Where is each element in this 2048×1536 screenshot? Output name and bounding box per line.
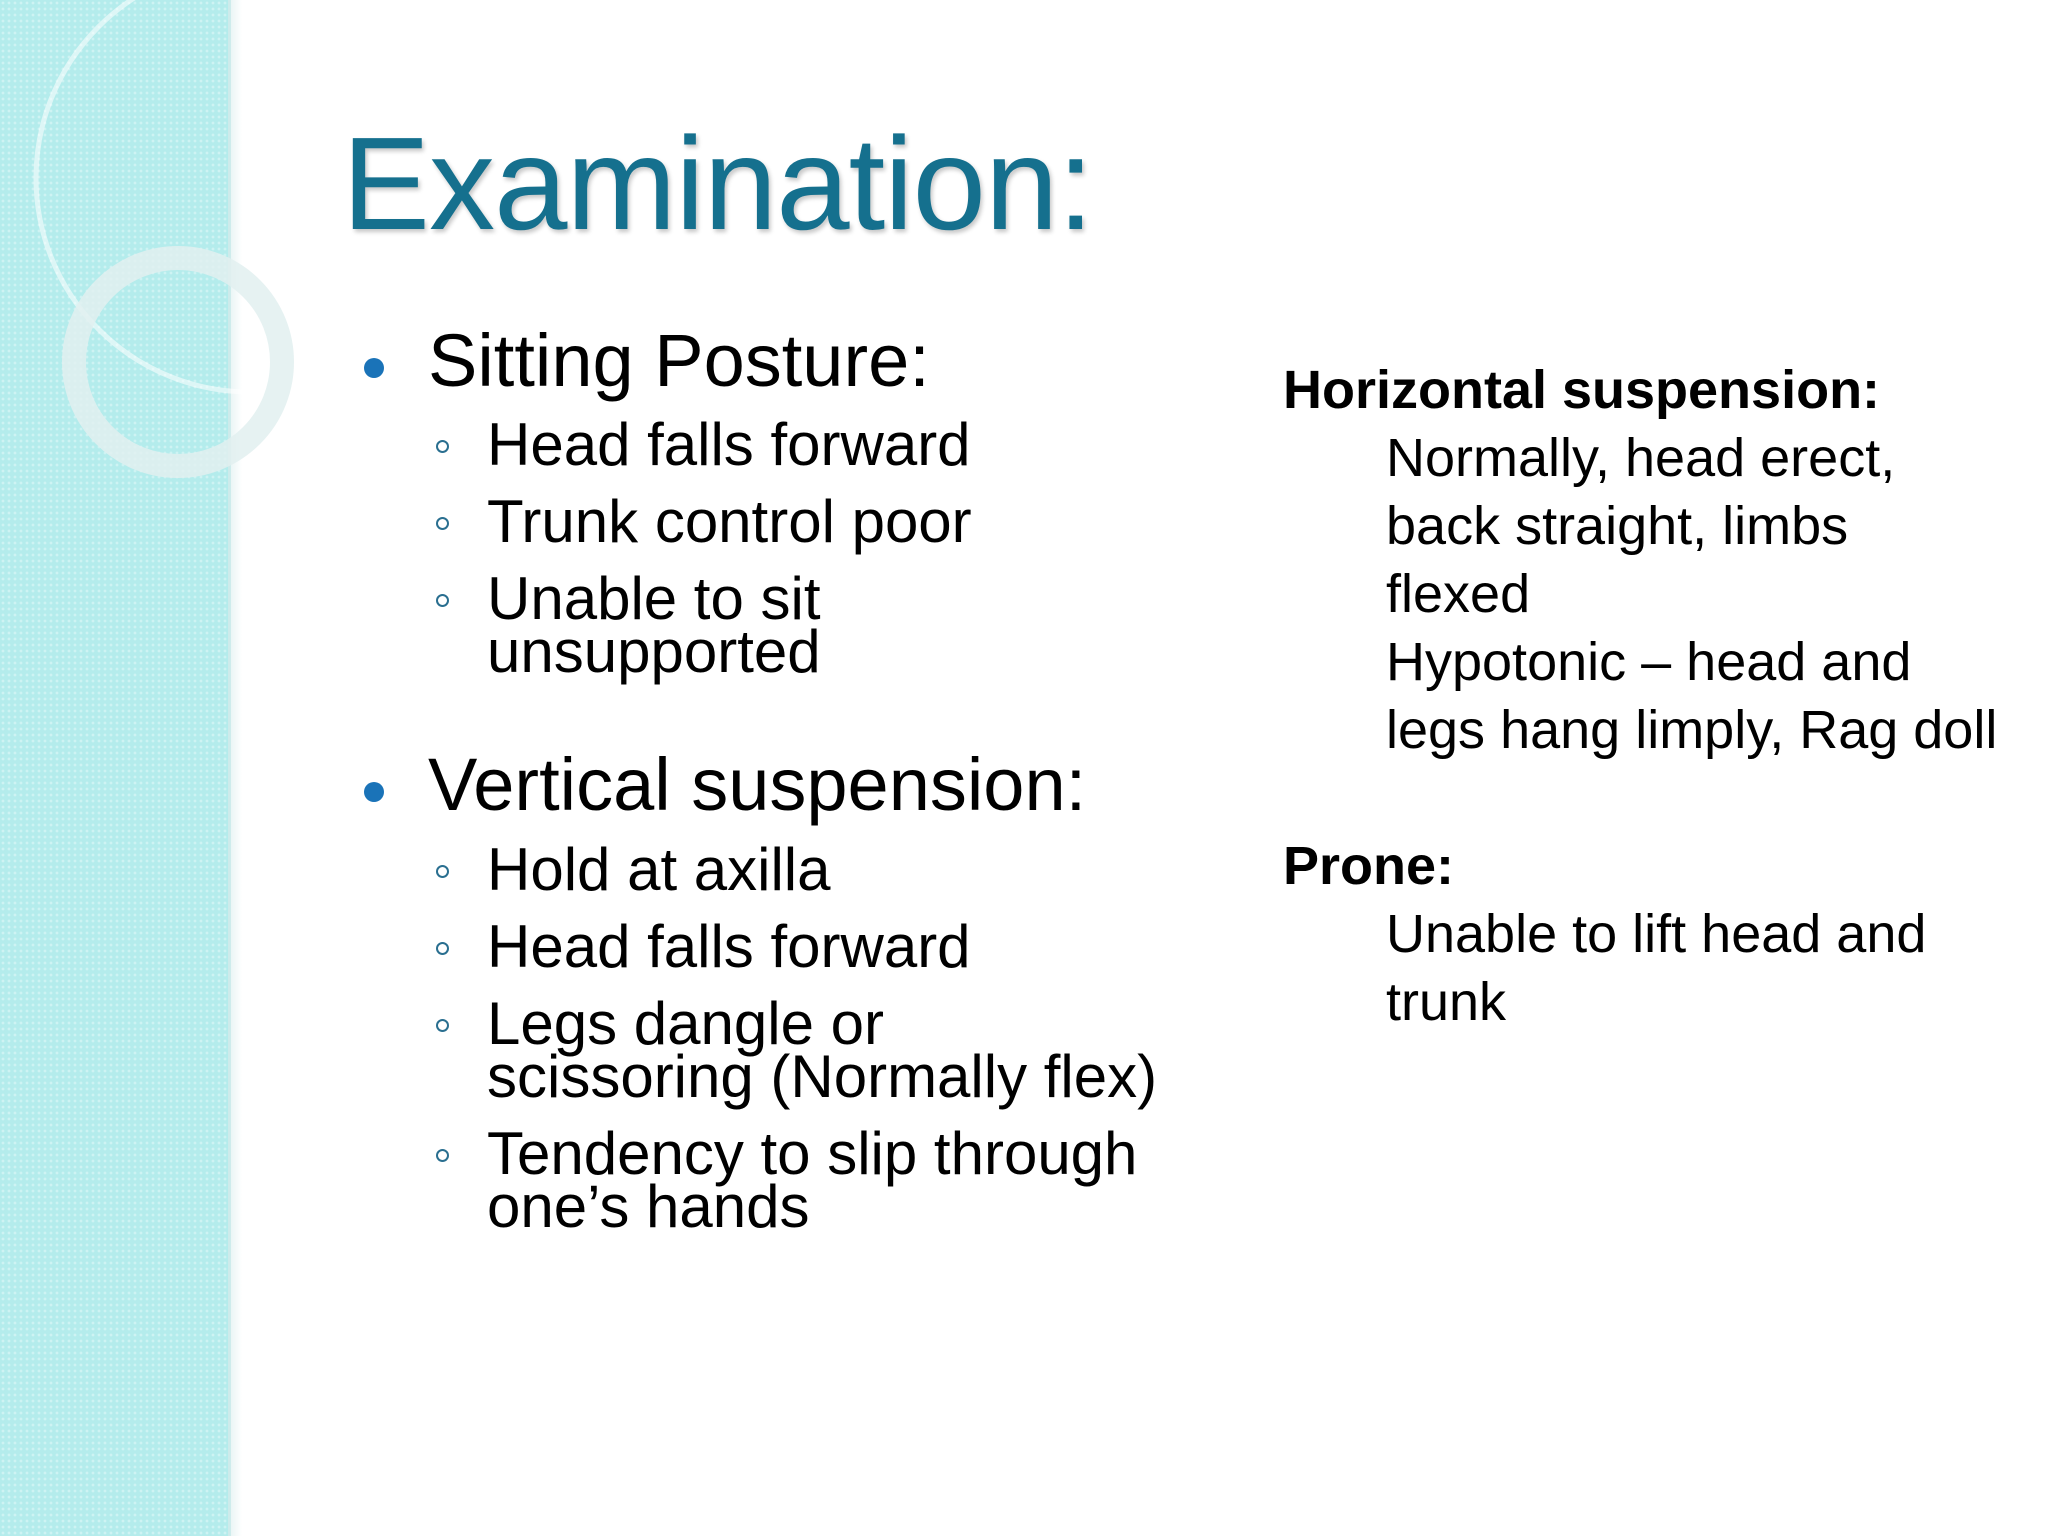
ring-bullet-icon xyxy=(436,1149,449,1162)
sitting-posture-sublist xyxy=(360,411,1160,686)
ring-bullet-icon xyxy=(436,517,449,530)
list-item-text: Unable to sit unsupported xyxy=(487,565,821,686)
ring-bullet-icon xyxy=(436,942,449,955)
bullet-dot-icon xyxy=(364,782,384,802)
prone-block xyxy=(1283,832,2003,1036)
list-item-text: Trunk control poor xyxy=(487,488,972,556)
horizontal-suspension-body xyxy=(1283,424,2003,764)
bullet-sitting-posture xyxy=(360,316,1160,406)
left-column xyxy=(360,316,1160,1240)
prone-body xyxy=(1283,900,2003,1036)
list-item-text: Head falls forward xyxy=(487,912,971,980)
section-sitting-posture xyxy=(360,316,1160,686)
prone-text: Unable to lift head and trunk xyxy=(1386,904,1927,1032)
list-item xyxy=(360,835,1160,903)
list-item-text: Tendency to slip through one’s hands xyxy=(487,1119,1138,1240)
ring-bullet-icon xyxy=(436,594,449,607)
list-item xyxy=(360,488,1160,556)
section-vertical-suspension xyxy=(360,740,1160,1240)
ring-bullet-icon xyxy=(436,1019,449,1032)
horizontal-suspension-block xyxy=(1283,356,2003,764)
decorative-ring-small xyxy=(74,258,282,466)
slide-title: Examination: xyxy=(342,110,1094,257)
right-column xyxy=(1283,356,2003,1036)
list-item xyxy=(360,1119,1160,1240)
bullet-vertical-suspension xyxy=(360,740,1160,830)
horizontal-suspension-heading: Horizontal suspension: xyxy=(1283,360,1881,420)
ring-bullet-icon xyxy=(436,440,449,453)
horizontal-hypotonic-text: Hypotonic – head and legs hang limply, Rag doll xyxy=(1386,632,1998,760)
horizontal-normal-text: Normally, head erect, back straight, limbs flexed xyxy=(1386,428,1896,624)
list-item-text: Head falls forward xyxy=(487,411,971,479)
list-item-text: Hold at axilla xyxy=(487,835,831,903)
ring-bullet-icon xyxy=(436,865,449,878)
prone-heading: Prone: xyxy=(1283,836,1455,896)
bullet-heading: Sitting Posture: xyxy=(428,319,930,402)
bullet-heading: Vertical suspension: xyxy=(428,743,1087,827)
list-item-text: Legs dangle or scissoring (Normally flex) xyxy=(487,989,1158,1110)
bullet-dot-icon xyxy=(364,358,384,378)
list-item xyxy=(360,411,1160,479)
list-item xyxy=(360,565,1160,686)
list-item xyxy=(360,912,1160,980)
list-item xyxy=(360,989,1160,1110)
vertical-suspension-sublist xyxy=(360,835,1160,1240)
